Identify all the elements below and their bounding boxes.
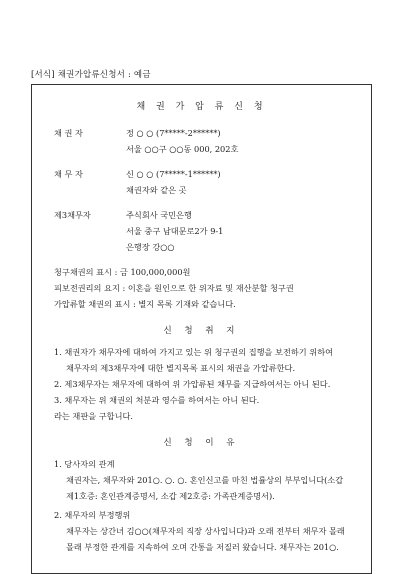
reason-line: 제1호증: 혼인관계증명서, 소갑 제2호증: 가족관계증명서).: [66, 491, 275, 501]
third-debtor-name: 주식회사 국민은행: [126, 210, 192, 220]
third-debtor-rep: 은행장 강○○: [126, 242, 175, 252]
purpose-title: 신 청 취 지: [163, 326, 240, 336]
claim-amount: 청구채권의 표시 : 금 100,000,000원: [54, 267, 191, 277]
purpose-line: 라는 재판을 구합니다.: [54, 411, 133, 421]
debtor-name: 신 ○ ○ (7*****-1******): [126, 169, 221, 179]
third-debtor-address: 서울 중구 남대문로2가 9-1: [126, 226, 224, 236]
creditor-label: 채 권 자: [54, 128, 83, 138]
reason-heading: 1. 당사자의 관계: [54, 459, 115, 469]
debtor-address: 채권자와 같은 곳: [126, 185, 187, 195]
purpose-line: 3. 채무자는 위 채권의 처분과 영수를 하여서는 아니 된다.: [54, 395, 260, 405]
reason-line: 몰래 부정한 관계를 지속하여 오며 간통을 저질러 왔습니다. 채무자는 201○.: [66, 542, 339, 552]
creditor-name: 정 ○ ○ (7*****-2******): [126, 128, 221, 138]
document-page: [31, 84, 372, 574]
reason-heading: 2. 채무자의 부정행위: [54, 510, 131, 520]
purpose-line: 1. 채권자가 채무자에 대하여 가지고 있는 위 청구권의 집행을 보전하기 위하여: [54, 347, 334, 357]
purpose-line: 2. 제3채무자는 채무자에 대하여 위 가압류된 채무를 지급하여서는 아니 된다.: [54, 379, 331, 389]
reason-line: 채무자는 상간녀 김○○(채무자의 직장 상사입니다)과 오래 전부터 채무자 몰래: [66, 526, 345, 536]
attached-claim: 가압류할 채권의 표시 : 별지 목록 기재와 같습니다.: [54, 299, 236, 309]
reason-title: 신 청 이 유: [163, 438, 240, 448]
debtor-label: 채 무 자: [54, 169, 83, 179]
third-debtor-label: 제3채무자: [54, 210, 91, 220]
form-label: [서식] 채권가압류신청서 : 예금: [31, 70, 151, 80]
creditor-address: 서울 ○○구 ○○동 000, 202호: [126, 144, 239, 154]
purpose-line: 채무자의 제3채무자에 대한 별지목록 표시의 채권을 가압류한다.: [66, 363, 296, 373]
preserved-right: 피보전권리의 요지 : 이혼을 원인으로 한 위자료 및 재산분할 청구권: [54, 283, 294, 293]
reason-line: 채권자는, 채무자와 201○. ○. ○. 혼인신고를 마친 법률상의 부부입니다(소갑: [66, 475, 344, 485]
document-title: 채 권 가 압 류 신 청: [136, 102, 267, 112]
